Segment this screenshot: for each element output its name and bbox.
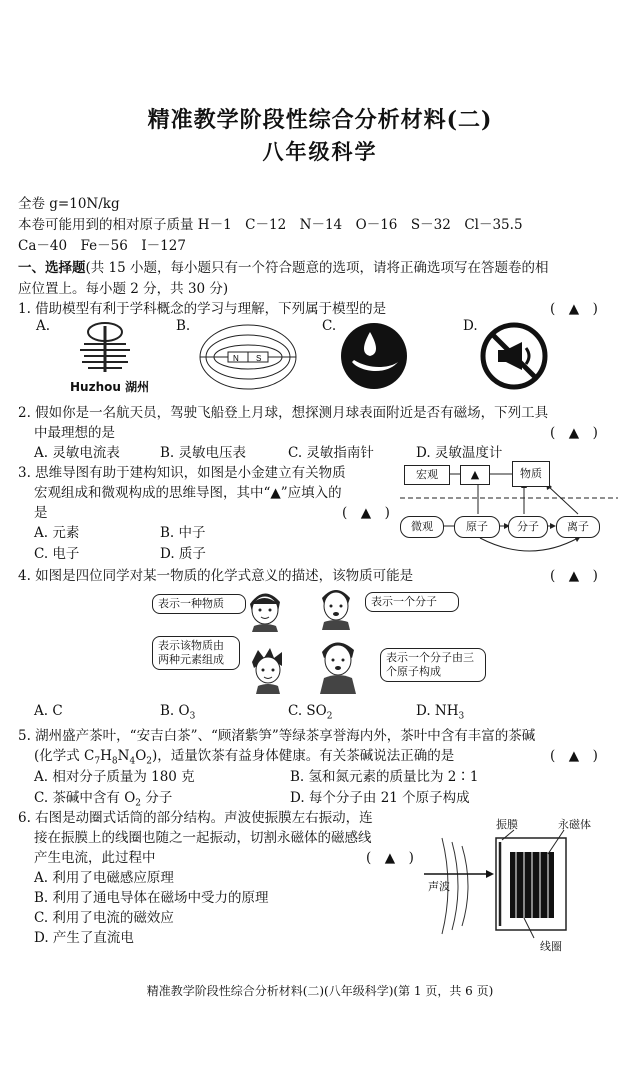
- q3-option-b: B. 中子: [160, 525, 206, 541]
- q2-stem-line1: 2. 假如你是一名航天员，驾驶飞船登上月球，想探测月球表面附近是否有磁场，下列工具: [18, 405, 549, 421]
- intro-gravity: 全卷 g=10N/kg: [18, 196, 120, 212]
- q3-stem-line2: 宏观组成和微观构成的思维导图，其中“▲”应填入的: [34, 485, 342, 501]
- page-footer: 精准教学阶段性综合分析材料(二)(八年级科学)(第 1 页，共 6 页): [146, 984, 494, 998]
- q2-option-c: C. 灵敏指南针: [288, 445, 374, 461]
- q3-option-d: D. 质子: [160, 546, 206, 562]
- section-heading: 一、选择题: [18, 260, 86, 276]
- q5-option-b: B. 氢和氮元素的质量比为 2∶1: [290, 769, 479, 785]
- label-coil: 线圈: [540, 940, 562, 953]
- mind-map-matter: 物质: [512, 461, 550, 487]
- q4-option-a: A. C: [34, 703, 63, 719]
- q1-option-d: D.: [463, 318, 478, 334]
- q3-stem-line3: 是: [34, 505, 48, 521]
- q1-option-c: C.: [322, 318, 337, 334]
- q1-answer-mark: ( ▲ ): [550, 301, 598, 317]
- q2-option-b: B. 灵敏电压表: [160, 445, 247, 461]
- q6-option-d: D. 产生了直流电: [34, 930, 134, 946]
- q2-option-d: D. 灵敏温度计: [416, 445, 503, 461]
- q4-stem: 4. 如图是四位同学对某一物质的化学式意义的描述，该物质可能是: [18, 568, 414, 584]
- label-diaphragm: 振膜: [496, 818, 518, 831]
- q3-stem-line1: 3. 思维导图有助于建构知识，如图是小金建立有关物质: [18, 465, 346, 481]
- q3-option-a: A. 元素: [34, 525, 80, 541]
- huzhou-logo-icon: [70, 320, 140, 376]
- section-instructions: [18, 256, 549, 276]
- student-1-icon: [244, 586, 284, 632]
- mind-map-blank: ▲: [460, 465, 490, 485]
- q6-stem-line1: 6. 右图是动圈式话筒的部分结构。声波使振膜左右振动，连: [18, 810, 373, 826]
- q4-answer-mark: ( ▲ ): [550, 568, 598, 584]
- huzhou-logo-text: Huzhou 湖州: [70, 380, 150, 394]
- q4-option-d: D. $NH_3$: [416, 703, 465, 722]
- q6-option-b: B. 利用了通电导体在磁场中受力的原理: [34, 890, 269, 906]
- intro-atomic-mass-cont: Ca－40 Fe－56 I－127: [18, 238, 186, 254]
- mind-map-micro: 微观: [400, 516, 444, 538]
- student-3-icon: [248, 646, 288, 694]
- q5-option-c: C. 茶碱中含有 $O_2$ 分子: [34, 790, 173, 809]
- mind-map-molecule: 分子: [508, 516, 548, 538]
- q4-bubble-1: 表示一种物质: [152, 594, 246, 614]
- section-instr-line1: (共 15 小题，每小题只有一个符合题意的选项，请将正确选项写在答题卷的相: [85, 260, 549, 276]
- q4-bubble-2: 表示一个分子: [365, 592, 459, 612]
- q6-stem-line2: 接在振膜上的线圈也随之一起振动，切割永磁体的磁感线: [34, 830, 372, 846]
- magnet-field-icon: [196, 322, 300, 392]
- label-sound-wave: 声波: [428, 880, 450, 893]
- mind-map-macro: 宏观: [404, 465, 450, 485]
- q4-option-b: B. $O_3$: [160, 703, 196, 722]
- section-instr-line2: 应位置上。每小题 2 分，共 30 分): [18, 281, 229, 297]
- mind-map-ion: 离子: [556, 516, 600, 538]
- q6-answer-mark: ( ▲ ): [366, 850, 414, 866]
- student-4-icon: [316, 636, 360, 694]
- magnet-n-label: N: [233, 354, 239, 363]
- q3-answer-mark: ( ▲ ): [342, 505, 390, 521]
- page-subtitle: 八年级科学: [262, 139, 378, 164]
- q6-option-a: A. 利用了电磁感应原理: [34, 870, 174, 886]
- no-horn-sign-icon: [480, 322, 548, 390]
- q3-option-c: C. 电子: [34, 546, 80, 562]
- q4-bubble-4: 表示一个分子由三个原子构成: [380, 648, 486, 682]
- student-2-icon: [316, 584, 356, 630]
- page-title: 精准教学阶段性综合分析材料(二): [147, 107, 493, 133]
- label-magnet: 永磁体: [558, 818, 591, 831]
- q6-stem-line3: 产生电流，此过程中: [34, 850, 156, 866]
- magnet-s-label: S: [256, 354, 262, 363]
- q2-answer-mark: ( ▲ ): [550, 425, 598, 441]
- intro-atomic-mass: 本卷可能用到的相对原子质量 H－1 C－12 N－14 O－16 S－32 Cl－35.5: [18, 217, 523, 233]
- q5-option-a: A. 相对分子质量为 180 克: [34, 769, 195, 785]
- q1-stem: 1. 借助模型有利于学科概念的学习与理解，下列属于模型的是: [18, 301, 387, 317]
- q5-answer-mark: ( ▲ ): [550, 748, 598, 764]
- q5-option-d: D. 每个分子由 21 个原子构成: [290, 790, 470, 806]
- q2-stem-line2: 中最理想的是: [34, 425, 115, 441]
- q4-option-c: C. $SO_2$: [288, 703, 333, 722]
- q5-stem-line2: (化学式 $C_7H_8N_4O_2$)，适量饮茶有益身体健康。有关茶碱说法正确的是: [34, 748, 455, 767]
- q1-option-b: B.: [176, 318, 191, 334]
- mind-map-atom: 原子: [454, 516, 500, 538]
- water-saving-logo-icon: [340, 322, 408, 390]
- q6-option-c: C. 利用了电流的磁效应: [34, 910, 174, 926]
- q2-option-a: A. 灵敏电流表: [34, 445, 120, 461]
- q5-stem-line1: 5. 湖州盛产茶叶，“安吉白茶”、“顾渚紫笋”等绿茶享誉海内外，茶叶中含有丰富的茶碱: [18, 728, 536, 744]
- q4-bubble-3: 表示该物质由两种元素组成: [152, 636, 240, 670]
- q1-option-a: A.: [36, 318, 51, 334]
